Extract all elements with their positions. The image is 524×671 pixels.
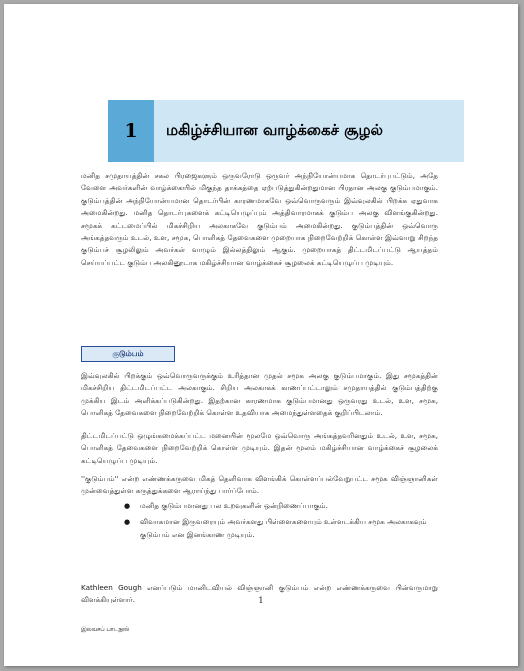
bullet-item: [124, 516, 439, 541]
paragraph-kathleen-gough: Kathleen Gough எனப்படும் மானிடவியல் விஞ்ஞானி குடும்பம் என்ற எண்ணக்கருவை பின்வருமாறு விளக்கியுள்ளார்.: [81, 583, 438, 605]
bullet-icon: ●: [124, 502, 131, 510]
chapter-title: மகிழ்ச்சியான வாழ்க்கைச் சூழல்: [166, 121, 384, 139]
bullet-item: [124, 500, 439, 512]
section-heading-family: குடும்பம்: [81, 346, 175, 362]
bullet-icon: ●: [124, 518, 131, 527]
intro-paragraph: மனித சமுதாயத்தின் சகல பிரஜைகளும் ஒருவரோடு ஒருவர் அந்நியோன்யமாக தொடர்புபட்டும், அதே வேளை அவர்களின் வாழ்க்கையில் மிகுந்த தாக்கத்தை ஏற்படுத்துகின்றதுமான பிரதான அலகு குடும்பமாகும். குடும்பத்தின் அந்நியோன்யமான தொடர்பின் காரணமாகவே ஒவ்வொருவரும் இவ்வுலகில் பிறக்க ஏதுவாக அமைகின்றது. மனித தொடர்புகளைக் கட்டியெழுப்பும் அத்திவாரமாகக் குடும்ப அலகு விளங்குகின்றது. சமூகக் கட்டமைப்பில் மிகச்சிறிய அலகாகவே குடும்பம் அமைகின்றது. குடும்பத்தின் ஒவ்வொரு அங்கத்தவரும் உடல், உள, சமூக, பொளிகத் தேவைகளை முறையாக நிறைவேற்றிக் கொள்ள இவ்வாறு சிறந்த குடும்பச் சூழலிலும் அவர்கள் வாழும் இல்லத்திலும் ஆகும். முறையாகத் திட்டமிடப்பட்டு ஆயத்தம் செய்யப்பட்ட குடும்ப அலகினூடாக மகிழ்ச்சியான வாழ்க்கைச் சூழலைக் கட்டியெழுப்ப முடியும்.: [81, 171, 438, 267]
bullet-text: மனித குடும்பமானது பல உறவுகளின் ஒன்றிணைப்பாகும்.: [140, 501, 328, 510]
chapter-number: 1: [108, 100, 154, 162]
paragraph-family-concept: ''குடும்பம்'' என்ற எண்ணக்கருவை மிகத் தெளிவாக விளங்கிக் கொள்ளப்பல்வேறுபட்ட சமூக விஞ்ஞானிகள் முன்வைத்துள்ள கருத்துக்களை ஆராய்ந்து பார்ப்போம்.: [81, 474, 438, 496]
paragraph-family-definition: இவ்வுலகில் பிறக்கும் ஒவ்வொருவருக்கும் உரித்தான முதல் சமூக அலகு குடும்பமாகும். இது சமூகத்தின் மிகச்சிறிய திட்டமிடப்பட்ட அலகாகும். சிறிய அலகாகக் காணப்பட்டாலும் சமுதாயத்தில் குடும்பத்திற்கு முக்கிய இடம் அளிக்கப்படுகின்றது. இதற்கான காரணமாக குடும்பமானது ஒருவரது உடல், உள, சமூக, பொளிகத் தேவைகளை நிறைவேற்றிக் கொள்ள உதவியாக அமைந்துள்ளதைக் குறிப்பிடலாம்.: [81, 371, 438, 418]
bullet-list: [124, 500, 439, 545]
chapter-header: [108, 100, 464, 162]
footer-label: இலவசப் பாடநூல்: [81, 627, 130, 633]
bullet-text: விவாகமான இருவரையும் அவர்களது பிள்ளைகளையும் உள்ளடக்கிய சமூக அலகாகவும் குடும்பம் என இனங்காண முடியும்.: [140, 517, 427, 539]
document-page: [4, 4, 518, 666]
paragraph-planned-home: திட்டமிடப்பட்டு ஒழுங்கமைக்கப்பட்ட மனையின் மூலமே ஒவ்வொரு அங்கத்தவரினதும் உடல், உள, சமூக, பொளிகத் தேவைகளை நிறைவேற்றிக் கொள்ள முடியும். இதன் மூலம் மகிழ்ச்சியான வாழ்க்கைச் சூழலைக் கட்டியெழுப்ப முடியும்.: [81, 431, 438, 465]
page-number: 1: [258, 596, 264, 606]
